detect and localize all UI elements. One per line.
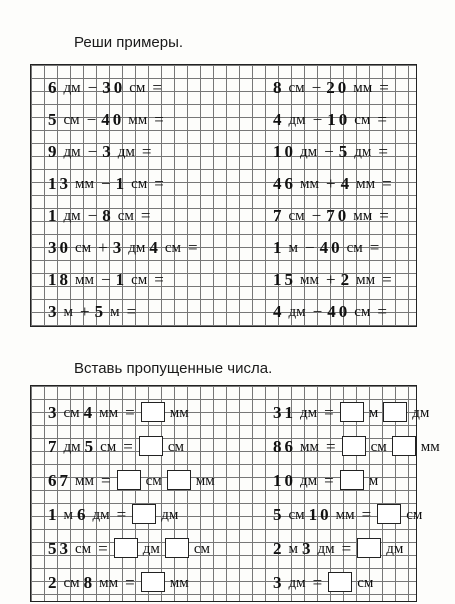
section1-right-row — [272, 167, 396, 193]
number: 31 — [273, 403, 296, 422]
answer-box[interactable] — [340, 470, 364, 490]
number: 3 — [302, 539, 314, 558]
number: 5 — [273, 505, 285, 524]
number: 30 — [102, 78, 126, 97]
operator: − — [312, 110, 323, 129]
unit-label: см — [117, 208, 134, 224]
unit-label: см — [63, 575, 80, 591]
number: 5 — [48, 110, 60, 129]
unit-label: мм — [300, 439, 319, 455]
section2-left-row — [47, 464, 218, 490]
section1-right-row — [272, 103, 391, 129]
unit-label: см — [131, 176, 148, 192]
unit-label: дм — [412, 405, 430, 421]
unit-label: мм — [75, 473, 94, 489]
section1-left-row — [47, 199, 154, 225]
unit-label: мм — [169, 575, 189, 591]
answer-box[interactable] — [167, 470, 191, 490]
unit-label: дм — [63, 208, 81, 224]
operator: = — [324, 471, 334, 490]
unit-label: мм — [356, 176, 376, 192]
unit-label: см — [75, 240, 92, 256]
operator: = — [116, 505, 127, 524]
unit-label: см — [167, 439, 185, 455]
answer-box[interactable] — [165, 538, 189, 558]
section1-right-row — [272, 231, 383, 257]
operator: = — [379, 206, 389, 225]
operator: = — [154, 270, 164, 289]
answer-box[interactable] — [392, 436, 416, 456]
section1-title: Реши примеры. — [74, 34, 184, 51]
number: 3 — [112, 238, 125, 257]
operator: = — [377, 110, 387, 129]
unit-label: см — [129, 80, 146, 96]
operator: − — [86, 110, 97, 129]
unit-label: см — [100, 439, 117, 455]
unit-label: м — [368, 473, 379, 489]
operator: − — [312, 302, 323, 321]
operator: = — [154, 110, 164, 129]
operator: + — [80, 302, 90, 321]
section2-left-row — [47, 498, 181, 524]
number: 4 — [340, 174, 353, 193]
unit-label: дм — [288, 304, 306, 320]
unit-label: см — [346, 240, 363, 256]
operator: = — [125, 403, 135, 422]
section1-left-row — [47, 135, 155, 161]
operator: = — [154, 174, 164, 193]
number: 10 — [308, 505, 332, 524]
operator: = — [100, 471, 111, 490]
section1-right-row — [272, 295, 391, 321]
operator: = — [140, 206, 151, 225]
number: 1 — [115, 174, 128, 193]
unit-label: дм — [288, 112, 306, 128]
section1-left-row — [47, 263, 168, 289]
number: 3 — [48, 302, 60, 321]
unit-label: мм — [356, 272, 376, 288]
answer-box[interactable] — [117, 470, 141, 490]
number: 20 — [326, 78, 350, 97]
number: 1 — [48, 505, 60, 524]
unit-label: дм — [300, 473, 318, 489]
answer-box[interactable] — [342, 436, 366, 456]
operator: = — [378, 142, 388, 161]
operator: + — [98, 238, 108, 257]
number: 40 — [319, 238, 343, 257]
number: 10 — [327, 110, 351, 129]
number: 5 — [338, 142, 351, 161]
operator: − — [87, 78, 98, 97]
unit-label: м — [110, 304, 120, 320]
unit-label: м — [63, 507, 73, 523]
number: 5 — [94, 302, 107, 321]
number: 40 — [101, 110, 125, 129]
number: 5 — [84, 437, 97, 456]
number: 4 — [149, 238, 161, 257]
operator: − — [87, 206, 98, 225]
operator: = — [341, 539, 352, 558]
number: 2 — [340, 270, 353, 289]
number: 10 — [273, 142, 296, 161]
number: 3 — [273, 573, 285, 592]
operator: = — [325, 437, 336, 456]
operator: = — [377, 302, 387, 321]
unit-label: мм — [335, 507, 355, 523]
unit-label: см — [145, 473, 162, 489]
operator: − — [305, 238, 315, 257]
answer-box[interactable] — [141, 572, 165, 592]
unit-label: дм — [63, 80, 81, 96]
section2-left-row — [47, 396, 192, 422]
section2-right-row — [272, 396, 432, 422]
unit-label: мм — [75, 272, 94, 288]
unit-label: см — [370, 439, 387, 455]
number: 2 — [273, 539, 285, 558]
number: 15 — [273, 270, 296, 289]
number: 67 — [48, 471, 71, 490]
operator: = — [382, 270, 392, 289]
number: 40 — [327, 302, 351, 321]
unit-label: см — [288, 80, 305, 96]
answer-box[interactable] — [132, 504, 156, 524]
unit-label: мм — [195, 473, 215, 489]
number: 7 — [273, 206, 285, 225]
number: 86 — [273, 437, 296, 456]
unit-label: мм — [99, 575, 119, 591]
unit-label: дм — [300, 144, 318, 160]
operator: = — [312, 573, 323, 592]
section2-right-row — [272, 430, 443, 456]
number: 4 — [273, 110, 285, 129]
answer-box[interactable] — [141, 402, 165, 422]
section1-right-row — [272, 199, 393, 225]
section1-left-row — [47, 71, 166, 97]
number: 9 — [48, 142, 60, 161]
number: 46 — [273, 174, 296, 193]
operator: − — [311, 78, 322, 97]
unit-label: дм — [63, 144, 81, 160]
operator: = — [188, 238, 198, 257]
operator: = — [379, 78, 389, 97]
unit-label: см — [406, 507, 423, 523]
section2-left-row — [47, 566, 192, 592]
unit-label: дм — [300, 405, 318, 421]
unit-label: см — [193, 541, 211, 557]
operator: + — [325, 270, 336, 289]
section2-right-row — [272, 464, 381, 490]
unit-label: см — [63, 405, 80, 421]
number: 10 — [273, 471, 296, 490]
number: 3 — [48, 403, 60, 422]
operator: − — [311, 206, 322, 225]
unit-label: дм — [317, 541, 335, 557]
unit-label: мм — [75, 176, 94, 192]
unit-label: м — [368, 405, 379, 421]
unit-label: мм — [300, 272, 319, 288]
answer-box[interactable] — [139, 436, 163, 456]
unit-label: дм — [117, 144, 135, 160]
operator: = — [382, 174, 392, 193]
unit-label: дм — [128, 240, 146, 256]
number: 70 — [326, 206, 350, 225]
unit-label: мм — [99, 405, 119, 421]
unit-label: дм — [142, 541, 160, 557]
section2-right-row — [272, 498, 425, 524]
unit-label: см — [131, 272, 148, 288]
unit-label: дм — [161, 507, 179, 523]
section2-title: Вставь пропущенные числа. — [74, 360, 273, 377]
operator: + — [325, 174, 336, 193]
unit-label: мм — [420, 439, 440, 455]
number: 8 — [273, 78, 285, 97]
number: 1 — [115, 270, 128, 289]
number: 30 — [48, 238, 71, 257]
operator: = — [361, 505, 372, 524]
section1-right-row — [272, 263, 396, 289]
answer-box[interactable] — [114, 538, 138, 558]
number: 53 — [48, 539, 71, 558]
section1-left-row — [47, 231, 202, 257]
operator: − — [100, 174, 111, 193]
unit-label: дм — [386, 541, 404, 557]
operator: = — [98, 539, 108, 558]
number: 1 — [273, 238, 285, 257]
number: 6 — [48, 78, 60, 97]
operator: = — [152, 78, 162, 97]
section2-right-row — [272, 566, 376, 592]
number: 4 — [83, 403, 96, 422]
unit-label: мм — [128, 112, 148, 128]
unit-label: см — [354, 304, 371, 320]
operator: − — [324, 142, 334, 161]
unit-label: м — [63, 304, 73, 320]
section1-left-row — [47, 167, 168, 193]
unit-label: м — [288, 541, 298, 557]
unit-label: см — [164, 240, 182, 256]
section2-left-row — [47, 532, 213, 558]
unit-label: мм — [353, 208, 373, 224]
operator: = — [123, 437, 133, 456]
unit-label: мм — [169, 405, 189, 421]
section1-right-row — [272, 71, 393, 97]
number: 8 — [83, 573, 96, 592]
operator: = — [369, 238, 380, 257]
unit-label: см — [288, 208, 305, 224]
unit-label: дм — [354, 144, 372, 160]
unit-label: м — [288, 240, 298, 256]
section1-right-row — [272, 135, 392, 161]
answer-box[interactable] — [340, 402, 364, 422]
operator: − — [100, 270, 111, 289]
operator: = — [324, 403, 334, 422]
number: 4 — [273, 302, 285, 321]
unit-label: см — [357, 575, 374, 591]
unit-label: см — [354, 112, 371, 128]
answer-box[interactable] — [383, 402, 407, 422]
operator: − — [87, 142, 98, 161]
number: 1 — [48, 206, 60, 225]
answer-box[interactable] — [357, 538, 381, 558]
operator: = — [141, 142, 152, 161]
unit-label: дм — [92, 507, 110, 523]
answer-box[interactable] — [377, 504, 401, 524]
number: 18 — [48, 270, 71, 289]
exercise-grid-2 — [30, 385, 440, 602]
number: 7 — [48, 437, 60, 456]
number: 13 — [48, 174, 71, 193]
section1-left-row — [47, 295, 140, 321]
number: 3 — [102, 142, 114, 161]
section2-right-row — [272, 532, 406, 558]
unit-label: см — [288, 507, 305, 523]
operator: = — [125, 573, 135, 592]
number: 6 — [77, 505, 89, 524]
unit-label: мм — [300, 176, 319, 192]
unit-label: дм — [288, 575, 306, 591]
unit-label: см — [63, 112, 80, 128]
unit-label: дм — [63, 439, 81, 455]
operator: = — [126, 302, 137, 321]
unit-label: см — [75, 541, 92, 557]
section1-left-row — [47, 103, 168, 129]
answer-box[interactable] — [328, 572, 352, 592]
exercise-grid-1 — [30, 64, 417, 327]
number: 8 — [102, 206, 114, 225]
unit-label: мм — [353, 80, 373, 96]
section2-left-row — [47, 430, 187, 456]
number: 2 — [48, 573, 60, 592]
